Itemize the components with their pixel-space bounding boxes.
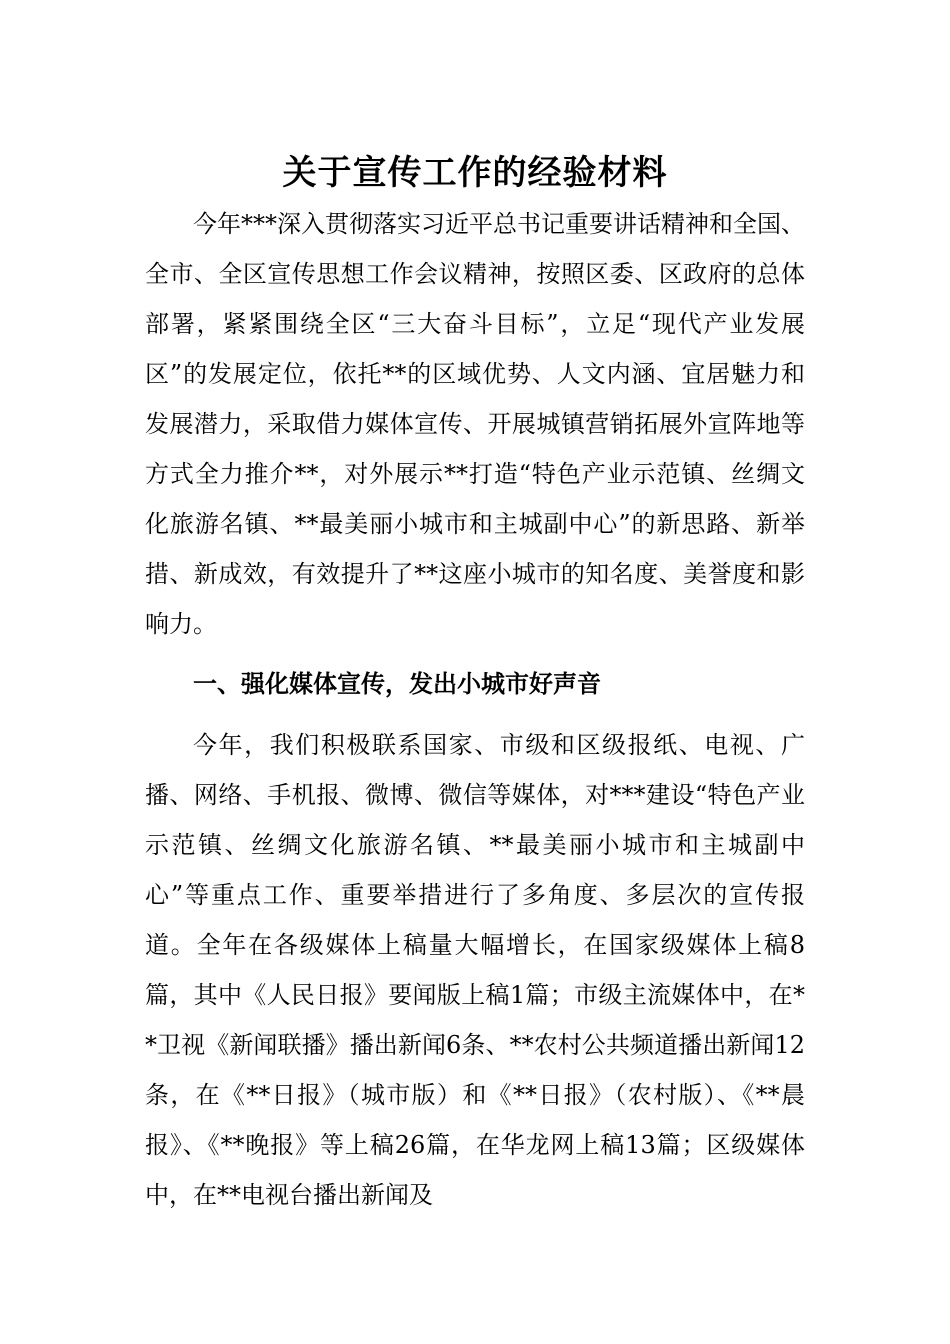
intro-paragraph: 今年***深入贯彻落实习近平总书记重要讲话精神和全国、全市、全区宣传思想工作会议精神，按照区委、区政府的总体部署，紧紧围绕全区“三大奋斗目标”，立足“现代产业发展区”的发展定位，依托**的区域优势、人文内涵、宜居魅力和发展潜力，采取借力媒体宣传、开展城镇营销拓展外宣阵地等方式全力推介**，对外展示**打造“特色产业示范镇、丝绸文化旅游名镇、**最美丽小城市和主城副中心”的新思路、新举措、新成效，有效提升了**这座小城市的知名度、美誉度和影响力。 [145, 210, 805, 638]
section-paragraph: 今年，我们积极联系国家、市级和区级报纸、电视、广播、网络、手机报、微博、微信等媒体，对***建设“特色产业示范镇、丝绸文化旅游名镇、**最美丽小城市和主城副中心”等重点工作、重要举措进行了多角度、多层次的宣传报道。全年在各级媒体上稿量大幅增长，在国家级媒体上稿8篇，其中《人民日报》要闻版上稿1篇；市级主流媒体中，在**卫视《新闻联播》播出新闻6条、**农村公共频道播出新闻12条，在《**日报》（城市版）和《**日报》（农村版）、《**晨报》、《**晚报》等上稿26篇，在华龙网上稿13篇；区级媒体中，在**电视台播出新闻及 [145, 731, 805, 1209]
document-title: 关于宣传工作的经验材料 [282, 152, 668, 193]
section-heading: 一、强化媒体宣传，发出小城市好声音 [193, 669, 601, 698]
